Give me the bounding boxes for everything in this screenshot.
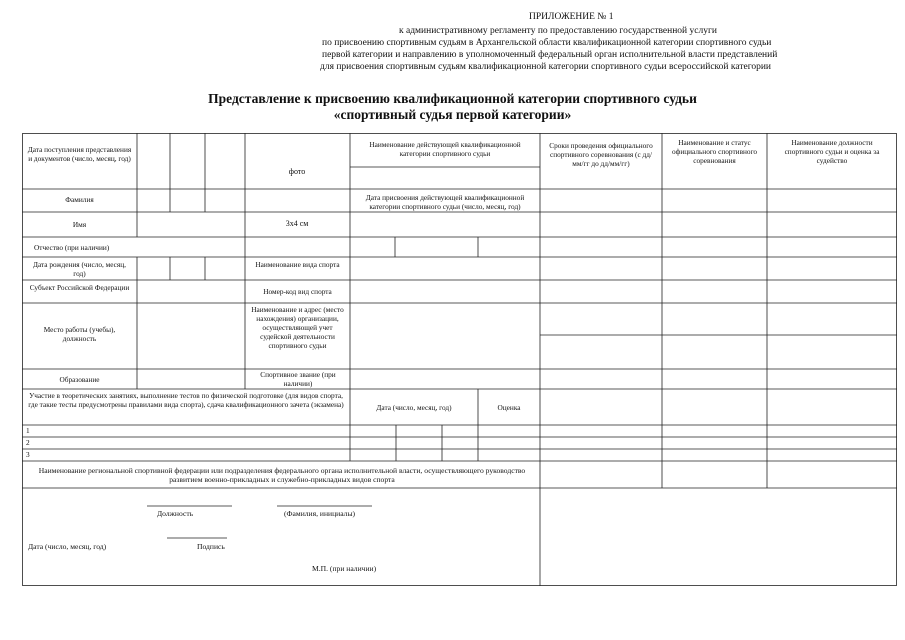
birth-date-label: Дата рождения (число, месяц, год) [32,260,126,278]
date-received-label: Дата поступления представления и документов (число, месяц, год) [27,145,132,163]
federation-label: Наименование региональной спортивной федерации или подразделения федерального органа исполнительной власти, осуществляющего руководство развитием военно-прикладных и служебно-прикладных видов спорта [38,466,526,484]
document-subtitle: «спортивный судья первой категории» [333,107,572,122]
row-number: 2 [26,438,30,447]
appendix-number: ПРИЛОЖЕНИЕ № 1 [529,12,614,22]
date-signature-label: Дата (число, месяц, год) [28,542,107,551]
row-number: 3 [26,450,30,459]
photo-label: фото [288,167,306,176]
sport-title-label: Спортивное звание (при наличии) [260,370,336,388]
subject-label: Субъект Российской Федерации [29,283,130,292]
workplace-label: Место работы (учебы), должность [43,325,116,343]
header-line: для присвоения спортивным судьям квалификационной категории спортивного судьи всероссийской категории [320,62,772,72]
header-line: по присвоению спортивным судьям в Архангельской области квалификационной категории спортивного судьи [322,38,772,48]
sport-name-label: Наименование вида спорта [255,260,340,269]
patronymic-label: Отчество (при наличии) [34,243,110,252]
competition-terms-header: Сроки проведения официального спортивного соревнования (с дд/мм/гг до дд/мм/гг) [549,141,653,168]
participation-label: Участие в теоретических занятиях, выполнение тестов по физической подготовке (для видов спорта, где такие тесты предусмотрены правилами вида спорта), сдача квалификационного зачета (экзамена) [28,391,344,409]
sport-code-label: Номер-код вид спорта [263,287,332,296]
photo-size-label: 3х4 см [285,219,309,228]
signature-label: Подпись [197,542,225,551]
competition-name-header: Наименование и статус официального спортивного соревнования [671,138,758,165]
date-column-header: Дата (число, месяц, год) [376,403,452,412]
row-number: 1 [26,426,30,435]
current-category-header: Наименование действующей квалификационной категории спортивного судьи [369,140,521,158]
application-form-table [22,133,897,586]
header-line: первой категории и направлению в уполномоченный федеральный орган исполнительной власти представлений [322,50,778,60]
name-label: Имя [72,220,87,229]
organization-label: Наименование и адрес (место нахождения) организации, осуществляющей учет судейской деятельности спортивного судьи [251,305,344,350]
position-label: Должность [157,509,194,518]
category-date-label: Дата присвоения действующей квалификационной категории спортивного судьи (число, месяц, год) [365,193,525,211]
document-title: Представление к присвоению квалификационной категории спортивного судьи [208,91,697,106]
grade-column-header: Оценка [497,403,521,412]
education-label: Образование [59,375,100,384]
initials-label: (Фамилия, инициалы) [284,509,356,518]
header-line: к административному регламенту по предоставлению государственной услуги [399,26,717,36]
judge-position-header: Наименование должности спортивного судьи и оценка за судейство [784,138,880,165]
surname-label: Фамилия [65,195,94,204]
stamp-label: М.П. (при наличии) [312,564,377,573]
